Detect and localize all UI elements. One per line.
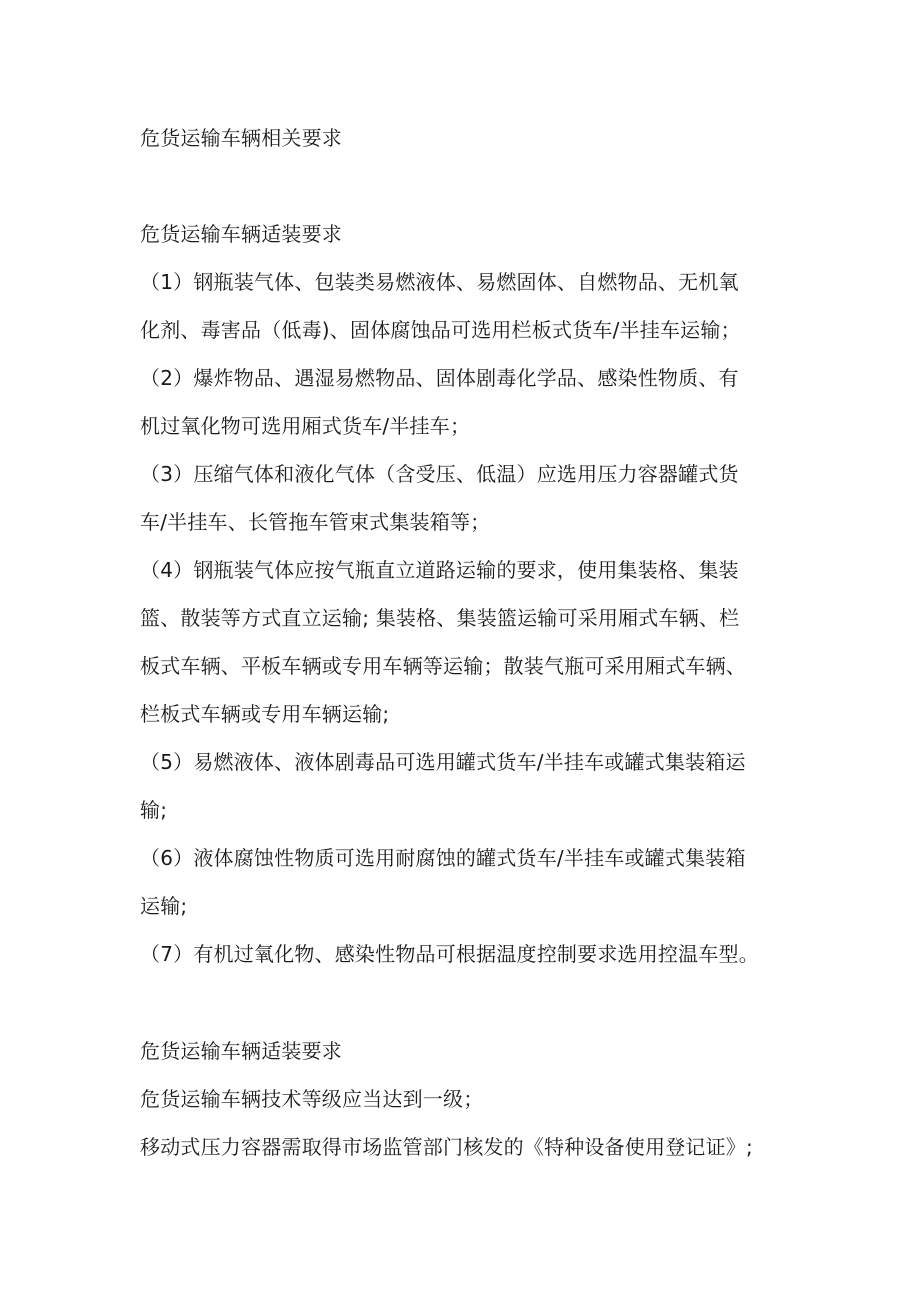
section-heading: 危货运输车辆适装要求 xyxy=(140,1039,342,1063)
paragraph-line: （1）钢瓶装气体、包装类易燃液体、易燃固体、自燃物品、无机氧 xyxy=(140,270,739,294)
section-heading: 危货运输车辆适装要求 xyxy=(140,222,342,246)
paragraph-line: 运输; xyxy=(140,894,188,918)
document-title: 危货运输车辆相关要求 xyxy=(140,126,342,150)
paragraph-line: （5）易燃液体、液体剧毒品可选用罐式货车/半挂车或罐式集装箱运 xyxy=(140,750,746,774)
paragraph-line: 移动式压力容器需取得市场监管部门核发的《特种设备使用登记证》; xyxy=(140,1135,753,1159)
paragraph-line: 输; xyxy=(140,798,168,822)
paragraph-line: （7）有机过氧化物、感染性物品可根据温度控制要求选用控温车型。 xyxy=(140,942,759,966)
paragraph-line: （3）压缩气体和液化气体（含受压、低温）应选用压力容器罐式货 xyxy=(140,462,739,486)
paragraph-line: 化剂、毒害品（低毒)、固体腐蚀品可选用栏板式货车/半挂车运输； xyxy=(140,318,741,342)
paragraph-line: 栏板式车辆或专用车辆运输; xyxy=(140,702,390,726)
paragraph-line: 机过氧化物可选用厢式货车/半挂车； xyxy=(140,414,471,438)
paragraph-line: （4）钢瓶装气体应按气瓶直立道路运输的要求，使用集装格、集装 xyxy=(140,558,739,582)
paragraph-line: 危货运输车辆技术等级应当达到一级； xyxy=(140,1087,484,1111)
paragraph-line: 板式车辆、平板车辆或专用车辆等运输；散装气瓶可采用厢式车辆、 xyxy=(140,654,746,678)
paragraph-line: （2）爆炸物品、遇湿易燃物品、固体剧毒化学品、感染性物质、有 xyxy=(140,366,739,390)
paragraph-line: 车/半挂车、长管拖车管束式集装箱等； xyxy=(140,510,491,534)
paragraph-line: 篮、散装等方式直立运输; 集装格、集装篮运输可采用厢式车辆、栏 xyxy=(140,606,740,630)
paragraph-line: （6）液体腐蚀性物质可选用耐腐蚀的罐式货车/半挂车或罐式集装箱 xyxy=(140,846,746,870)
